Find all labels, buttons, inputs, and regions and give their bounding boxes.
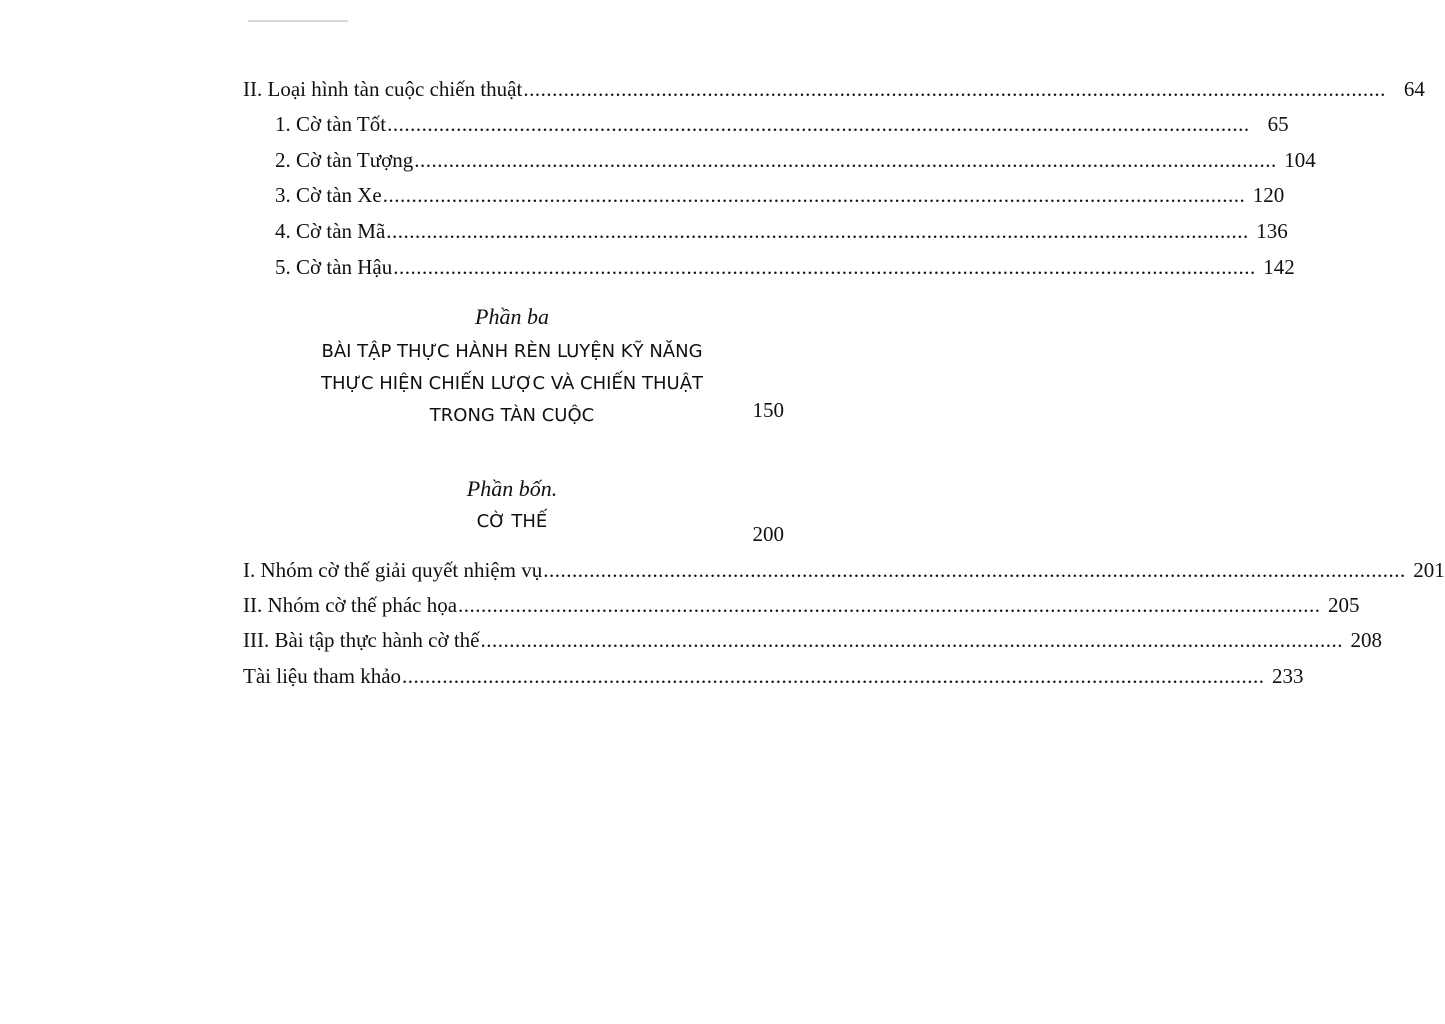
- toc-entry-label: Tài liệu tham khảo: [243, 664, 402, 688]
- part-four-page: 200: [752, 522, 784, 546]
- toc-entry-page: 201: [1413, 558, 1445, 582]
- toc-entry-label: 5. Cờ tàn Hậu: [275, 255, 393, 279]
- toc-entry-label: 4. Cờ tàn Mã: [275, 219, 386, 243]
- scan-mark: [248, 20, 348, 22]
- toc-entry-label: 2. Cờ tàn Tượng: [275, 148, 414, 172]
- toc-entry-page: 142: [1263, 255, 1295, 279]
- dot-leader: ......................................................................................................................................................: [414, 148, 1277, 172]
- toc-entry-page: 120: [1252, 183, 1285, 207]
- toc-entry-item: [243, 625, 1382, 655]
- dot-leader: ......................................................................................................................................................: [523, 77, 1386, 101]
- dot-leader: ......................................................................................................................................................: [393, 255, 1256, 279]
- toc-entry-page: 208: [1350, 628, 1382, 652]
- toc-entry-item: [243, 555, 1445, 585]
- toc-entry-label: II. Loại hình tàn cuộc chiến thuật: [243, 77, 523, 101]
- toc-entry-label: III. Bài tập thực hành cờ thế: [243, 628, 480, 652]
- dot-leader: ......................................................................................................................................................: [480, 628, 1343, 652]
- toc-entry-section-ii: [243, 74, 1425, 104]
- part-three-title: [0, 336, 1024, 432]
- dot-leader: ......................................................................................................................................................: [543, 558, 1406, 582]
- toc-entry-item: [275, 145, 1316, 175]
- toc-entry-page: 205: [1328, 593, 1360, 617]
- dot-leader: ......................................................................................................................................................: [382, 183, 1246, 207]
- part-three-heading: Phần ba: [475, 304, 549, 329]
- part-four-heading: Phần bốn.: [466, 476, 558, 501]
- toc-entry-item: [275, 180, 1285, 210]
- toc-entry-label: II. Nhóm cờ thế phác họa: [243, 593, 458, 617]
- dot-leader: ......................................................................................................................................................: [458, 593, 1321, 617]
- toc-entry-label: 3. Cờ tàn Xe: [275, 183, 382, 207]
- dot-leader: ......................................................................................................................................................: [386, 219, 1249, 243]
- dot-leader: ......................................................................................................................................................: [402, 664, 1265, 688]
- part-three-title-line: TRONG TÀN CUỘC: [429, 405, 595, 426]
- toc-entry-page: 233: [1272, 664, 1304, 688]
- part-three-title-line: THỰC HIỆN CHIẾN LƯỢC VÀ CHIẾN THUẬT: [320, 373, 704, 394]
- toc-entry-item: [243, 590, 1360, 620]
- toc-entry-item: [275, 252, 1295, 282]
- part-three-page: 150: [752, 398, 784, 422]
- toc-entry-page: 65: [1267, 112, 1289, 136]
- dot-leader: ......................................................................................................................................................: [387, 112, 1250, 136]
- toc-entry-page: 136: [1256, 219, 1288, 243]
- toc-entry-page: 104: [1284, 148, 1316, 172]
- toc-entry-item: [275, 216, 1288, 246]
- toc-entry-page: 64: [1403, 77, 1425, 101]
- part-three-title-line: BÀI TẬP THỰC HÀNH RÈN LUYỆN KỸ NĂNG: [321, 341, 703, 362]
- toc-entry-label: 1. Cờ tàn Tốt: [275, 112, 387, 136]
- toc-entry-label: I. Nhóm cờ thế giải quyết nhiệm vụ: [243, 558, 543, 582]
- toc-entry-item: [275, 109, 1289, 139]
- toc-entry-references: [243, 661, 1304, 691]
- part-four-title: CỜ THẾ: [476, 511, 548, 532]
